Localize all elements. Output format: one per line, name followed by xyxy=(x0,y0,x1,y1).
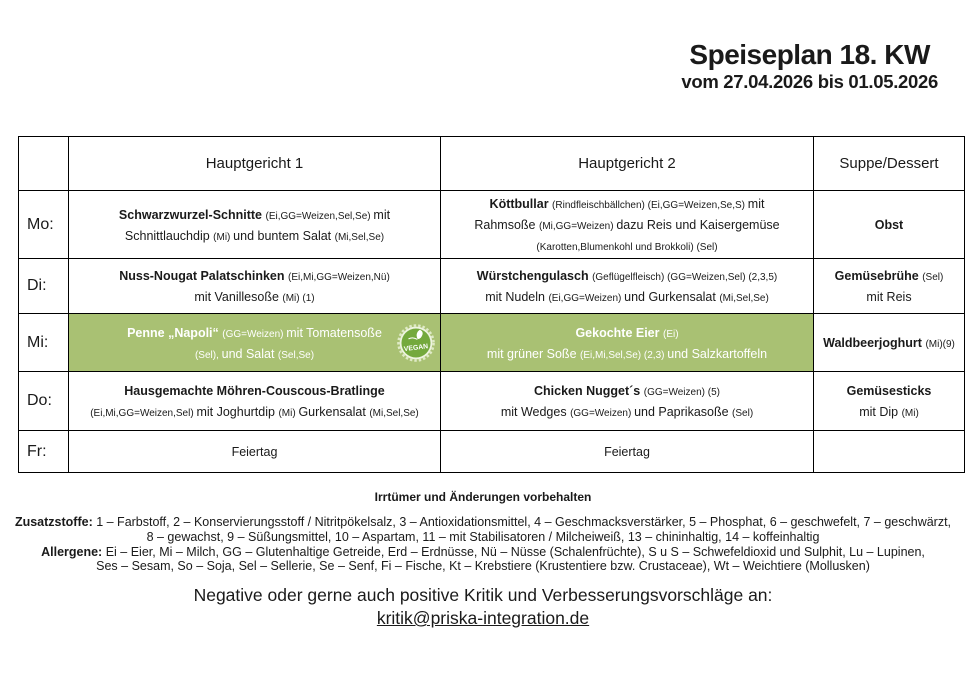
text-segment: (Mi) (1) xyxy=(282,293,315,305)
disclaimer-text: Irrtümer und Änderungen vorbehalten xyxy=(374,490,592,504)
text-segment: mit Joghurtdip xyxy=(196,405,279,420)
cell-main2 xyxy=(441,191,814,259)
additives-block xyxy=(0,515,966,574)
text-segment: Rahmsoße xyxy=(474,218,539,233)
cell-main1 xyxy=(69,191,441,259)
text-segment: 1 – Farbstoff, 2 – Konservierungsstoff / Nitritpökelsalz, 3 – Antioxidationsmittel, 4 – Geschmacksverstärker, 5 – Phosphat, 6 – geschwefelt, 7 – geschwärzt, xyxy=(92,515,952,529)
text-segment: Obst xyxy=(874,218,904,233)
text-segment: (Geflügelfleisch) (GG=Weizen,Sel) (2,3,5) xyxy=(592,272,778,284)
text-segment: Waldbeerjoghurt xyxy=(823,336,926,351)
text-segment: mit Vanillesoße xyxy=(194,290,283,305)
text-segment: (Mi,Sel,Se) xyxy=(719,293,769,305)
text-segment: Gemüsesticks xyxy=(846,384,932,399)
text-segment: und Salzkartoffeln xyxy=(667,346,768,361)
day-label: Mi: xyxy=(19,314,69,372)
text-segment: mit Wedges xyxy=(500,405,571,420)
text-segment: Köttbullar xyxy=(489,197,553,211)
cell-main2 xyxy=(441,372,814,431)
text-segment: Penne „Napoli“ xyxy=(127,325,223,340)
text-segment: Ei – Eier, Mi – Milch, GG – Glutenhaltige Getreide, Erd – Erdnüsse, Nü – Nüsse (Schalenfrüchte), S u S – Schwefeldioxid und Sulphit, Lu – Lupinen, xyxy=(102,544,925,559)
allergens-line xyxy=(0,559,966,574)
text-segment: dazu Reis und Kaisergemüse xyxy=(616,218,780,233)
text-segment: (GG=Weizen) xyxy=(222,328,287,340)
text-segment: (GG=Weizen) (5) xyxy=(643,387,720,399)
text-segment: (Ei,Mi,Sel,Se) (2,3) xyxy=(580,349,668,361)
table-row xyxy=(19,191,965,259)
text-segment: mit Reis xyxy=(866,290,912,305)
text-segment: (GG=Weizen) xyxy=(570,408,635,420)
additives-line xyxy=(0,530,966,545)
text-segment: (Rindfleischbällchen) (Ei,GG=Weizen,Se,S) xyxy=(552,200,748,211)
text-segment: mit grüner Soße xyxy=(486,346,580,361)
text-segment: (Ei,GG=Weizen,Sel,Se) xyxy=(265,210,374,222)
table-row xyxy=(19,372,965,431)
text-segment: Ses – Sesam, So – Soja, Sel – Sellerie, Se – Senf, Fi – Fische, Kt – Krebstiere (Krustentiere bzw. Crustaceae), Wt – Weichtiere (Mollusken) xyxy=(96,559,870,574)
day-label: Fr: xyxy=(19,431,69,473)
menu-table xyxy=(18,136,965,473)
text-segment: 8 – gewachst, 9 – Süßungsmittel, 10 – Aspartam, 11 – mit Stabilisatoren / Milcheiweiß, 13 – chininhaltig, 14 – koffeinhaltig xyxy=(146,529,820,544)
text-segment: (Ei,Mi,GG=Weizen,Nü) xyxy=(288,272,390,284)
column-header: Suppe/Dessert xyxy=(814,137,965,191)
page-title: Speiseplan 18. KW xyxy=(689,39,930,70)
text-segment: Gekochte Eier xyxy=(575,325,663,340)
text-segment: Schnittlauchdip xyxy=(124,228,214,243)
text-segment: (Ei) xyxy=(662,328,679,340)
column-header: Hauptgericht 1 xyxy=(69,137,441,191)
text-segment: und Gurkensalat xyxy=(624,290,720,305)
text-segment: Feiertag xyxy=(604,445,650,460)
cell-main2 xyxy=(441,431,814,473)
allergens-line xyxy=(0,545,966,560)
text-segment: (Ei,GG=Weizen) xyxy=(548,293,625,305)
text-segment: mit Dip xyxy=(859,405,902,420)
text-segment: (Sel), xyxy=(194,349,222,361)
cell-dessert xyxy=(814,431,965,473)
day-label: Di: xyxy=(19,259,69,314)
vegan-badge-label: VEGAN xyxy=(403,343,429,353)
cell-dessert xyxy=(814,259,965,314)
table-row xyxy=(19,314,965,372)
text-segment: (Sel) xyxy=(732,408,754,420)
text-segment: mit Nudeln xyxy=(485,290,549,305)
text-segment: (Mi) xyxy=(901,408,919,420)
text-segment: Allergene: xyxy=(41,544,103,559)
text-segment: Nuss-Nougat Palatschinken xyxy=(119,269,288,284)
column-header xyxy=(19,137,69,191)
text-segment: (Karotten,Blumenkohl und Brokkoli) (Sel) xyxy=(536,242,718,254)
feedback-text: Negative oder gerne auch positive Kritik und Verbesserungsvorschläge an: xyxy=(193,585,773,605)
menu-table-header-row xyxy=(19,137,965,191)
text-segment: Chicken Nugget´s xyxy=(534,384,644,399)
cell-main1 xyxy=(69,431,441,473)
feedback-email-link[interactable]: kritik@priska-integration.de xyxy=(376,608,590,629)
cell-main1 xyxy=(69,372,441,431)
text-segment: (Mi,Sel,Se) xyxy=(334,231,385,243)
text-segment: Zusatzstoffe: xyxy=(14,515,93,529)
cell-dessert xyxy=(814,314,965,372)
text-segment: Schwarzwurzel-Schnitte xyxy=(118,207,266,222)
menu-table-wrap xyxy=(18,136,965,473)
text-segment: Gemüsebrühe xyxy=(834,269,923,284)
table-row xyxy=(19,431,965,473)
cell-main1 xyxy=(69,259,441,314)
text-segment: (Mi) xyxy=(278,408,299,420)
table-row xyxy=(19,259,965,314)
text-segment: und Paprikasoße xyxy=(634,405,733,420)
text-segment: Feiertag xyxy=(231,445,278,460)
text-segment: (Sel,Se) xyxy=(277,349,315,361)
day-label: Mo: xyxy=(19,191,69,259)
text-segment: mit xyxy=(373,207,391,222)
text-segment: Gurkensalat xyxy=(298,405,370,420)
text-segment: Hausgemachte Möhren-Couscous-Bratlinge xyxy=(124,384,385,399)
text-segment: und buntem Salat xyxy=(233,228,335,243)
day-label: Do: xyxy=(19,372,69,431)
vegan-badge-icon xyxy=(397,324,435,362)
text-segment: mit Tomatensoße xyxy=(286,325,382,340)
cell-dessert xyxy=(814,372,965,431)
text-segment: (Sel) xyxy=(922,272,944,284)
text-segment: (Mi) xyxy=(213,231,234,243)
cell-main2 xyxy=(441,314,814,372)
cell-main2 xyxy=(441,259,814,314)
menu-table-body xyxy=(19,191,965,473)
text-segment: (Ei,Mi,GG=Weizen,Sel) xyxy=(90,408,197,420)
cell-main1 xyxy=(69,314,441,372)
text-segment: (Mi,GG=Weizen) xyxy=(538,221,617,233)
cell-dessert xyxy=(814,191,965,259)
text-segment: (Mi,Sel,Se) xyxy=(369,408,419,420)
text-segment: (Mi)(9) xyxy=(925,339,955,351)
feedback-block xyxy=(0,584,966,630)
text-segment: mit xyxy=(747,197,765,211)
title-block xyxy=(681,40,938,93)
text-segment: Würstchengulasch xyxy=(476,269,593,284)
date-range: vom 27.04.2026 bis 01.05.2026 xyxy=(681,70,938,92)
additives-line xyxy=(0,515,966,530)
text-segment: und Salat xyxy=(221,346,278,361)
column-header: Hauptgericht 2 xyxy=(441,137,814,191)
